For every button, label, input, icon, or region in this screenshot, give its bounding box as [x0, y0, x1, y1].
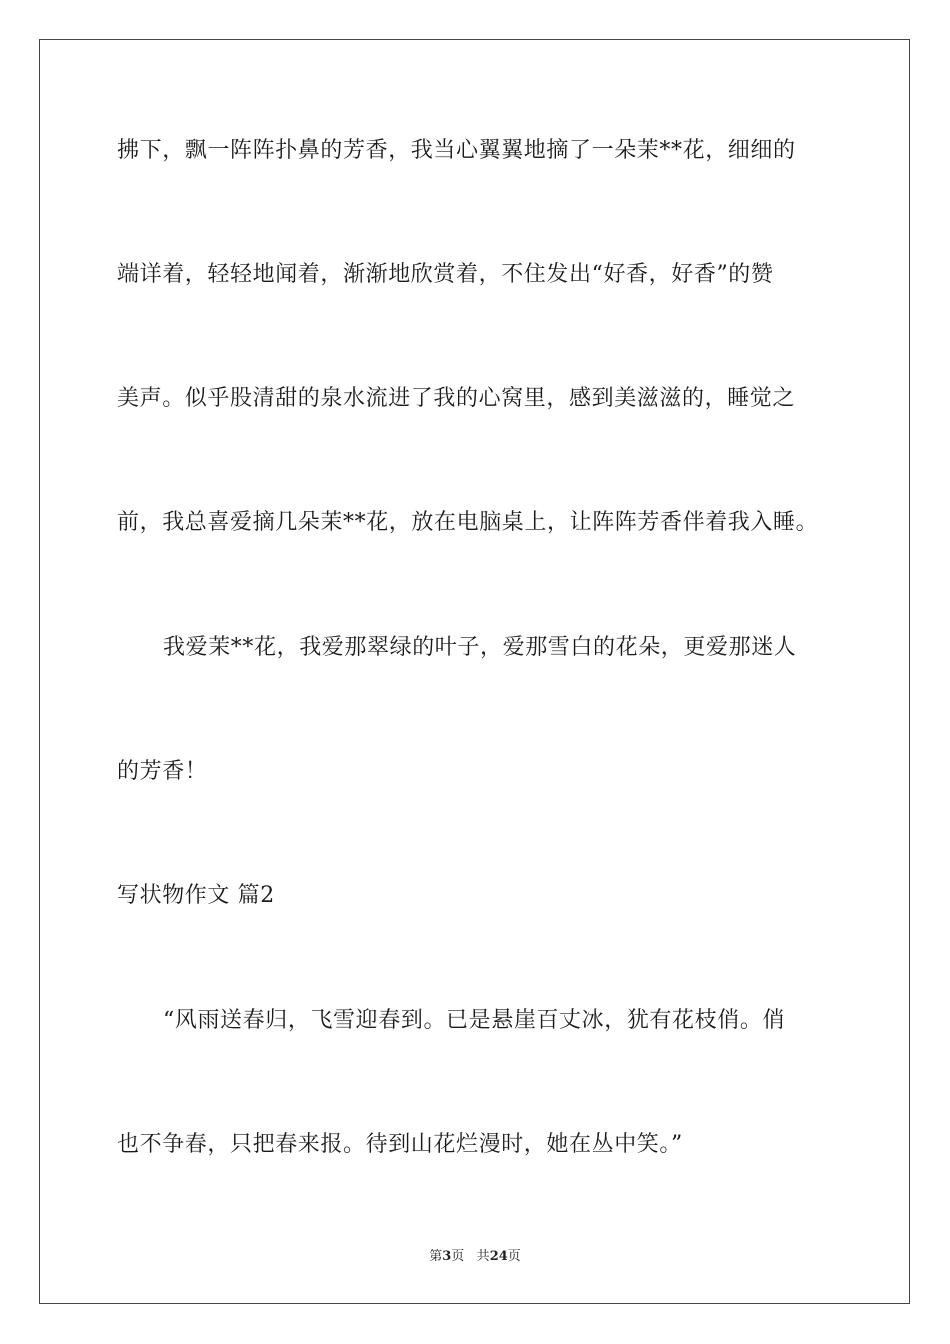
- body-text-line-2: 端详着，轻轻地闻着，渐渐地欣赏着，不住发出“好香，好香”的赞: [117, 262, 774, 287]
- body-text-line-6: 的芳香！: [117, 759, 208, 784]
- footer-total-prefix: 共: [476, 1249, 490, 1264]
- body-text-line-4: 前，我总喜爱摘几朵茉**花，放在电脑桌上，让阵阵芳香伴着我入睡。: [117, 510, 819, 535]
- body-text-line-5: 我爱茉**花，我爱那翠绿的叶子，爱那雪白的花朵，更爱那迷人: [163, 635, 797, 660]
- section-heading: 写状物作文 篇2: [117, 883, 275, 908]
- footer-total-pages: 24: [489, 1249, 508, 1264]
- body-text-line-3: 美声。似乎股清甜的泉水流进了我的心窝里，感到美滋滋的，睡觉之: [117, 386, 796, 411]
- body-text-line-7: “风雨送春归，飞雪迎春到。已是悬崖百丈冰，犹有花枝俏。俏: [163, 1008, 786, 1033]
- footer-page-prefix: 第: [429, 1249, 443, 1264]
- body-text-line-1: 拂下，飘一阵阵扑鼻的芳香，我当心翼翼地摘了一朵茉**花，细细的: [117, 138, 796, 163]
- footer-page-suffix: 页: [451, 1249, 465, 1264]
- body-text-line-8: 也不争春，只把春来报。待到山花烂漫时，她在丛中笑。”: [117, 1132, 683, 1157]
- page-footer: [0, 1248, 950, 1266]
- footer-total-suffix: 页: [507, 1249, 521, 1264]
- page-border: [39, 39, 910, 1304]
- footer-page-number: 3: [442, 1249, 452, 1264]
